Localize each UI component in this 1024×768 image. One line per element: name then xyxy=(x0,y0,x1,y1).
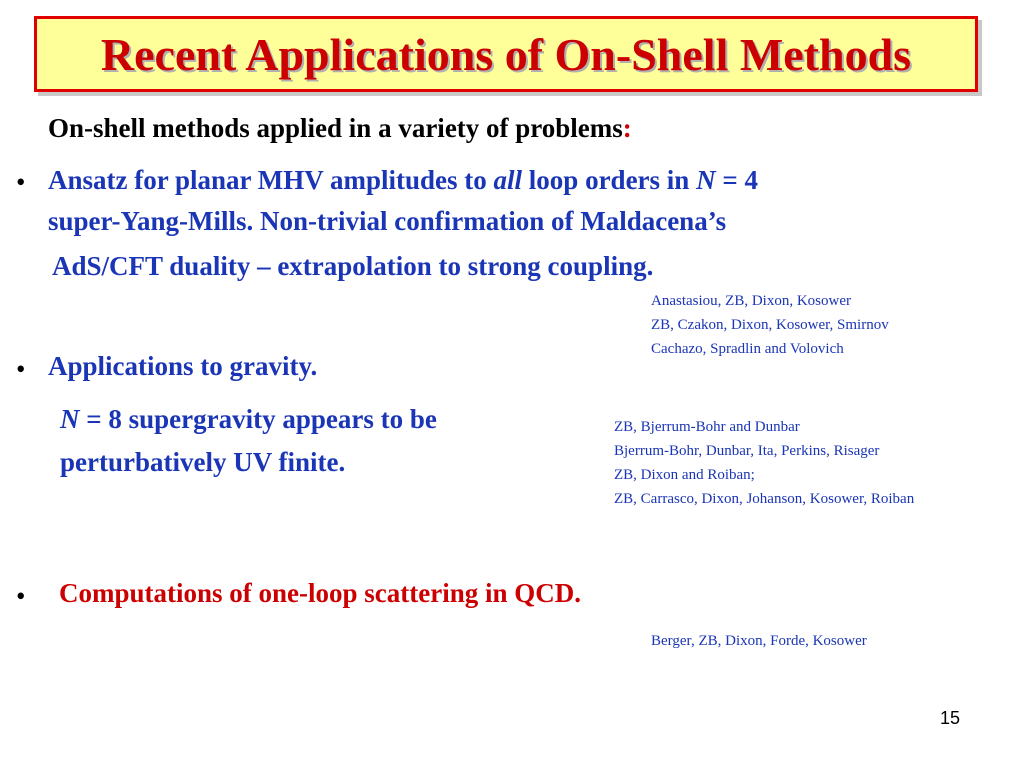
reference-line: Berger, ZB, Dixon, Forde, Kosower xyxy=(651,633,867,649)
item1-line1-n: N xyxy=(696,165,716,195)
intro-line xyxy=(48,113,632,144)
item2-heading: Applications to gravity. xyxy=(48,351,318,381)
item3-heading: Computations of one-loop scattering in QCD. xyxy=(59,578,582,608)
reference-line: Anastasiou, ZB, Dixon, Kosower xyxy=(651,293,851,309)
reference-line: ZB, Bjerrum-Bohr and Dunbar xyxy=(614,419,800,435)
item1-line1-em: all xyxy=(493,165,523,195)
page-number: 15 xyxy=(940,708,961,728)
item1-line1-pre: Ansatz for planar MHV amplitudes to xyxy=(48,165,494,195)
reference-line: ZB, Czakon, Dixon, Kosower, Smirnov xyxy=(651,317,889,333)
slide-title: Recent Applications of On-Shell Methods xyxy=(100,28,912,80)
item1-line3: AdS/CFT duality – extrapolation to strong coupling. xyxy=(52,251,654,281)
reference-line: Bjerrum-Bohr, Dunbar, Ita, Perkins, Risager xyxy=(614,443,880,459)
item1-line1-mid: loop orders in xyxy=(522,165,697,195)
bullet-2: • xyxy=(16,354,26,384)
item2-sub-line2: perturbatively UV finite. xyxy=(60,447,346,477)
bullet-3: • xyxy=(16,581,26,611)
item1-references xyxy=(651,289,889,361)
intro-colon: : xyxy=(622,113,632,143)
item1-line1-post: = 4 xyxy=(715,165,758,195)
intro-text: On-shell methods applied in a variety of problems xyxy=(48,113,623,143)
title-box xyxy=(34,16,978,92)
item2-sub-line1 xyxy=(60,404,437,435)
item2-sub-line1-text: = 8 supergravity appears to be xyxy=(79,404,437,434)
reference-line: ZB, Carrasco, Dixon, Johanson, Kosower, Roiban xyxy=(614,491,915,507)
bullet-1: • xyxy=(16,167,26,197)
item1-line2: super-Yang-Mills. Non-trivial confirmation of Maldacena’s xyxy=(48,206,727,236)
reference-line: ZB, Dixon and Roiban; xyxy=(614,467,755,483)
reference-line: Cachazo, Spradlin and Volovich xyxy=(651,341,844,357)
item3-references xyxy=(651,629,867,653)
item2-references xyxy=(614,415,914,511)
item1-line1 xyxy=(48,165,758,196)
item2-sub-n: N xyxy=(60,404,80,434)
